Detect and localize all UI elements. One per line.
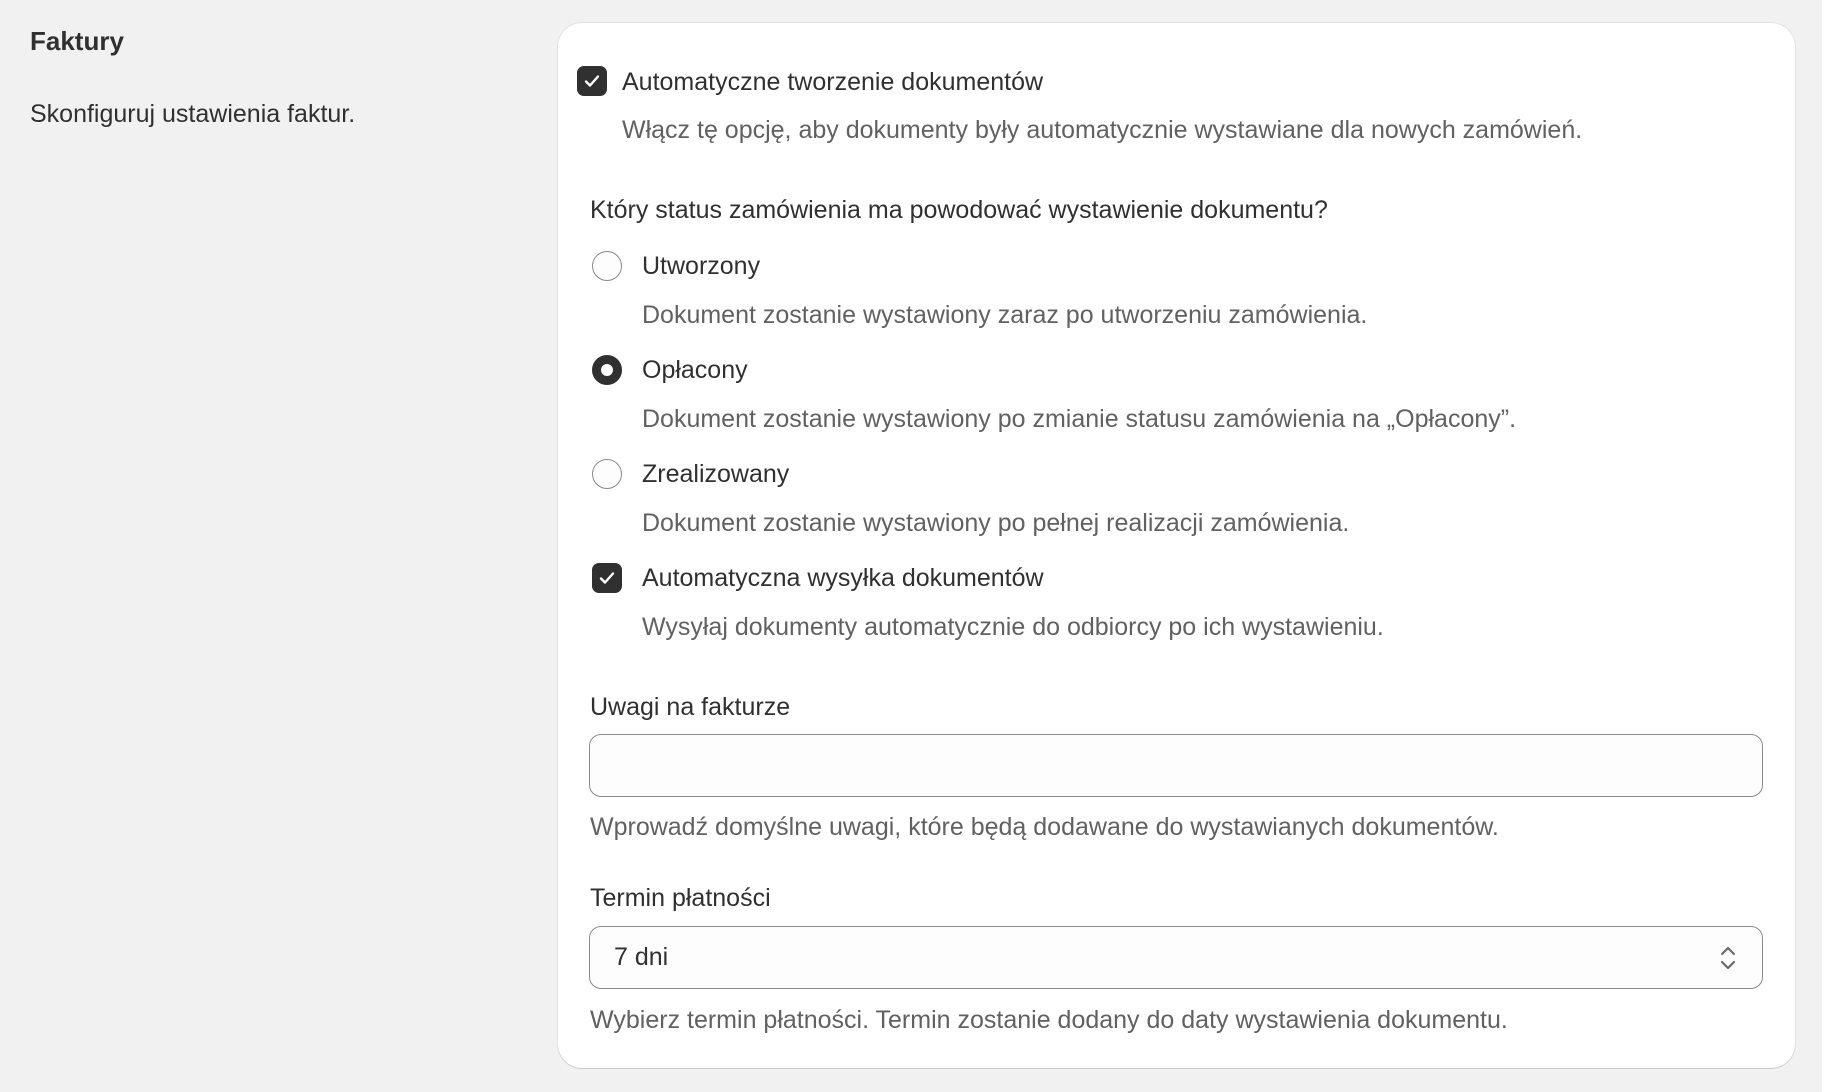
auto-send-checkbox[interactable]	[592, 563, 622, 593]
auto-send-help: Wysyłaj dokumenty automatycznie do odbiorcy po ich wystawieniu.	[642, 613, 1384, 641]
radio-help-oplacony: Dokument zostanie wystawiony po zmianie statusu zamówienia na „Opłacony”.	[642, 405, 1517, 433]
section-title: Faktury	[30, 26, 124, 56]
payment-term-help: Wybierz termin płatności. Termin zostanie dodany do daty wystawienia dokumentu.	[590, 1006, 1508, 1034]
payment-term-label: Termin płatności	[590, 884, 771, 912]
chevron-up-down-icon	[1718, 944, 1738, 972]
radio-help-utworzony: Dokument zostanie wystawiony zaraz po utworzeniu zamówienia.	[642, 301, 1368, 329]
auto-create-label[interactable]: Automatyczne tworzenie dokumentów	[622, 68, 1044, 96]
status-question: Który status zamówienia ma powodować wystawienie dokumentu?	[590, 196, 1328, 224]
notes-input[interactable]	[590, 735, 1762, 796]
notes-help: Wprowadź domyślne uwagi, które będą dodawane do wystawianych dokumentów.	[590, 813, 1499, 841]
auto-create-checkbox[interactable]	[577, 66, 607, 96]
payment-term-select[interactable]	[589, 926, 1763, 989]
radio-label-zrealizowany[interactable]: Zrealizowany	[642, 460, 790, 488]
auto-create-help: Włącz tę opcję, aby dokumenty były automatycznie wystawiane dla nowych zamówień.	[622, 116, 1583, 144]
notes-field[interactable]	[589, 734, 1763, 797]
section-description: Skonfiguruj ustawienia faktur.	[30, 100, 356, 128]
checkmark-icon	[597, 568, 617, 588]
radio-zrealizowany[interactable]	[592, 459, 622, 489]
radio-oplacony[interactable]	[592, 355, 622, 385]
checkmark-icon	[582, 71, 602, 91]
payment-term-value: 7 dni	[614, 943, 669, 971]
notes-label: Uwagi na fakturze	[590, 693, 791, 721]
radio-label-utworzony[interactable]: Utworzony	[642, 252, 761, 280]
auto-send-label[interactable]: Automatyczna wysyłka dokumentów	[642, 564, 1044, 592]
radio-help-zrealizowany: Dokument zostanie wystawiony po pełnej realizacji zamówienia.	[642, 509, 1350, 537]
radio-utworzony[interactable]	[592, 251, 622, 281]
radio-label-oplacony[interactable]: Opłacony	[642, 356, 748, 384]
